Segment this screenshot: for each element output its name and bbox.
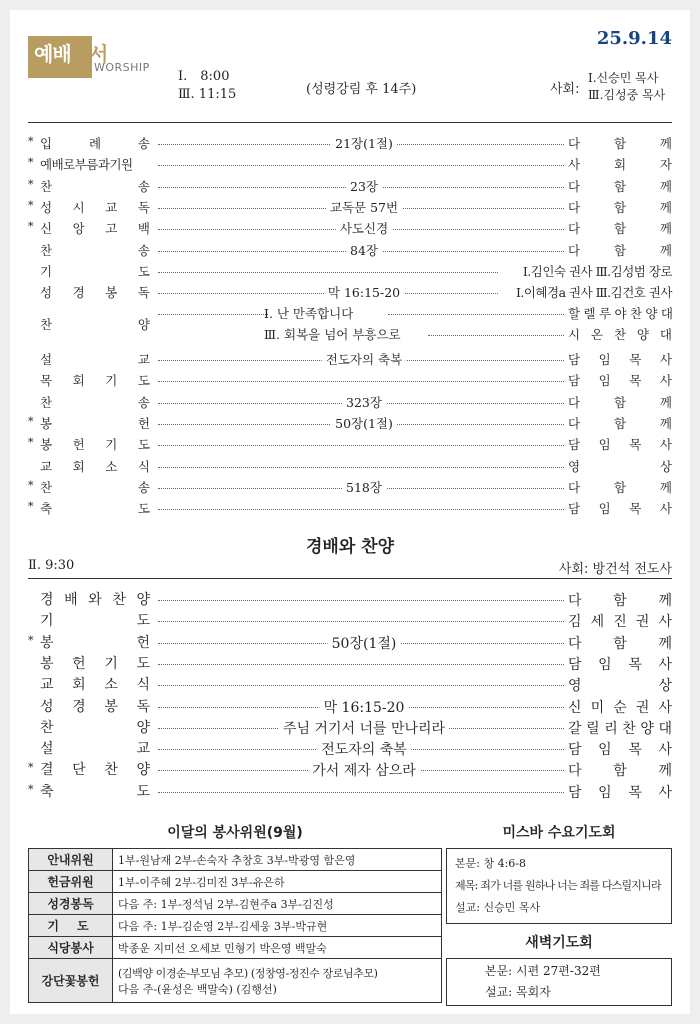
order-row-choir — [28, 302, 672, 346]
order-content: 323장 — [342, 393, 386, 411]
standing-mark: * — [28, 436, 34, 450]
order-leader: 다 함 께 — [568, 593, 672, 609]
host-label: 사회: — [550, 82, 580, 97]
choir-name-1: 할 렐 루 야 찬 양 대 — [568, 306, 672, 321]
dawn-preacher: 설교: 목회자 — [485, 985, 551, 999]
order-label: 교 회 소 식 — [40, 677, 150, 694]
order-content: 막 16:15-20 — [324, 283, 404, 301]
order-row — [28, 476, 672, 497]
order-label: 교 회 소 식 — [40, 458, 150, 474]
order-label: 봉 헌 기 도 — [40, 437, 150, 453]
choir-name-3: 시 온 찬 양 대 — [568, 327, 672, 342]
flower-offerings — [113, 959, 442, 1003]
volunteer-row — [29, 915, 442, 937]
leader-dots — [388, 314, 564, 315]
order-row — [28, 588, 672, 609]
volunteer-row — [29, 871, 442, 893]
order-row — [28, 369, 672, 390]
order-content: 교독문 57번 — [326, 198, 402, 216]
leader-dots — [158, 467, 564, 468]
leader-dots — [158, 314, 268, 315]
host-names — [588, 70, 665, 104]
volunteer-role: 식당봉사 — [29, 937, 113, 959]
order-row — [28, 217, 672, 238]
order-label: 예배로부름과기원 — [40, 157, 133, 173]
wednesday-text: 본문: 창 4:6-8 — [455, 857, 526, 870]
order-label: 결 단 찬 양 — [40, 762, 150, 779]
dawn-box — [446, 958, 672, 1006]
order-label: 찬 송 — [40, 394, 150, 410]
order-row — [28, 412, 672, 433]
order-label: 봉 헌 — [40, 634, 150, 651]
order-content: 50장(1절) — [328, 633, 401, 653]
order-label: 찬 송 — [40, 479, 150, 495]
leader-dots — [158, 445, 564, 446]
order-leader: 담 임 목 사 — [568, 373, 672, 389]
dawn-title: 새벽기도회 — [525, 935, 593, 951]
order-leader: 신 미 순 권 사 — [568, 699, 672, 716]
order-content: 전도자의 축복 — [317, 739, 411, 759]
order-label: 찬 양 — [40, 317, 150, 332]
order-row — [28, 239, 672, 260]
order-content: 가서 제자 삼으라 — [308, 760, 420, 780]
wednesday-title: 미스바 수요기도회 — [502, 825, 616, 841]
standing-mark: * — [28, 782, 34, 796]
order-row — [28, 695, 672, 716]
order-leader: 다 함 께 — [568, 199, 672, 215]
leader-dots — [158, 664, 564, 665]
order-row — [28, 260, 672, 281]
order-content: 주님 거기서 너를 만나리라 — [279, 718, 449, 738]
volunteer-names: 1부-이주혜 2부-김미진 3부-유은하 — [113, 871, 442, 893]
standing-mark: * — [28, 198, 34, 212]
choir-song-1: Ⅰ. 난 만족합니다 — [264, 306, 354, 321]
order-label: 축 도 — [40, 501, 150, 517]
flower-line-2: 다음 주-(윤성은 백말숙) (김행선) — [118, 982, 277, 996]
wednesday-subject: 제목: 죄가 너를 원하나 너는 죄를 다스릴지니라 — [455, 879, 661, 892]
order-leader: 갈 릴 리 찬 양 대 — [568, 720, 672, 737]
order-row — [28, 348, 672, 369]
season-note: (성령강림 후 14주) — [306, 82, 417, 97]
order-content: 21장(1절) — [331, 134, 397, 152]
volunteer-names: 박종운 지미선 오세보 민형기 박은영 백말숙 — [113, 937, 442, 959]
leader-dots — [158, 600, 564, 601]
order-leader: 다 함 께 — [568, 763, 672, 780]
volunteer-names: 1부-원남재 2부-손숙자 추창호 3부-박광영 함은영 — [113, 849, 442, 871]
order-row — [28, 716, 672, 737]
order-row — [28, 455, 672, 476]
order-leader: 담 임 목 사 — [568, 742, 672, 759]
order-leader: 담 임 목 사 — [568, 437, 672, 453]
standing-mark: * — [28, 220, 34, 234]
order-row — [28, 175, 672, 196]
order-leader: 다 함 께 — [568, 635, 672, 652]
order-leader: 담 임 목 사 — [568, 656, 672, 673]
volunteer-role: 헌금위원 — [29, 871, 113, 893]
choir-song-3: Ⅲ. 회복을 넘어 부흥으로 — [264, 327, 401, 342]
order-leader: 영 상 — [568, 678, 672, 695]
bulletin-sheet — [10, 10, 690, 1014]
volunteer-names: 다음 주: 1부-김순영 2부-김세웅 3부-박규현 — [113, 915, 442, 937]
order-row — [28, 391, 672, 412]
volunteer-row — [29, 849, 442, 871]
order-row — [28, 737, 672, 758]
order-label: 설 교 — [40, 741, 150, 758]
section2-rule — [28, 578, 672, 579]
order-content: 518장 — [342, 478, 386, 496]
leader-dots — [158, 381, 564, 382]
order-label: 축 도 — [40, 783, 150, 800]
service-time-3: Ⅲ. 11:15 — [178, 87, 237, 102]
order-leader: Ⅰ.이혜경a 권사 Ⅲ.김건호 권사 — [498, 283, 672, 301]
order-label: 성 경 봉 독 — [40, 698, 150, 715]
logo-korean: 예배순서 — [34, 42, 108, 66]
order-row — [28, 281, 672, 302]
host-1: Ⅰ.신승민 목사 — [588, 71, 659, 85]
standing-mark: * — [28, 177, 34, 191]
order-label: 찬 송 — [40, 242, 150, 258]
order-row — [28, 631, 672, 652]
order-label: 찬 양 — [40, 719, 150, 736]
order-label: 기 도 — [40, 263, 150, 279]
order-label: 성 시 교 독 — [40, 199, 150, 215]
service-times — [178, 68, 236, 104]
order-leader: 담 임 목 사 — [568, 784, 672, 801]
bulletin-date: 25.9.14 — [596, 28, 672, 49]
dawn-text: 본문: 시편 27편-32편 — [485, 964, 601, 978]
order-content: 50장(1절) — [331, 414, 397, 432]
volunteer-role: 기도 — [29, 915, 113, 937]
order-content: 사도신경 — [336, 219, 392, 237]
leader-dots — [158, 685, 564, 686]
volunteers-title: 이달의 봉사위원(9월) — [167, 825, 303, 841]
standing-mark: * — [28, 761, 34, 775]
order-row — [28, 652, 672, 673]
flower-line-1: (김백양 이경순-부모님 추모) (정창영-정진수 장로님추모) — [118, 966, 378, 980]
volunteer-row — [29, 937, 442, 959]
order-content: 84장 — [346, 241, 382, 259]
standing-mark: * — [28, 414, 34, 428]
order-row — [28, 196, 672, 217]
order-leader: 영 상 — [568, 458, 672, 474]
wednesday-box — [446, 848, 672, 924]
volunteer-names: 다음 주: 1부-정석님 2부-김현주a 3부-김진성 — [113, 893, 442, 915]
volunteer-role: 강단꽃봉헌 — [29, 959, 113, 1003]
order-row — [28, 758, 672, 779]
standing-mark: * — [28, 500, 34, 514]
leader-dots — [158, 792, 564, 793]
section2-time: Ⅱ. 9:30 — [28, 558, 75, 573]
order-label: 입 례 송 — [40, 136, 150, 151]
section2-title: 경배와 찬양 — [305, 537, 395, 557]
leader-dots — [158, 621, 564, 622]
order-label: 설 교 — [40, 352, 150, 367]
volunteer-role: 성경봉독 — [29, 893, 113, 915]
volunteer-row-flower — [29, 959, 442, 1003]
worship-logo — [28, 36, 160, 78]
wednesday-preacher: 설교: 신승민 목사 — [455, 901, 541, 914]
leader-dots — [158, 509, 564, 510]
standing-mark: * — [28, 478, 34, 492]
order-label: 봉 헌 기 도 — [40, 655, 150, 672]
order-leader: 다 함 께 — [568, 136, 672, 151]
order-leader: 다 함 께 — [568, 394, 672, 410]
order-leader: Ⅰ.김인숙 권사 Ⅲ.김성범 장로 — [498, 262, 672, 280]
order-label: 봉 헌 — [40, 415, 150, 431]
order-row — [28, 497, 672, 518]
order-leader: 다 함 께 — [568, 242, 672, 258]
order-row — [28, 433, 672, 454]
order-label: 목 회 기 도 — [40, 373, 150, 389]
order-row — [28, 609, 672, 630]
volunteer-row — [29, 893, 442, 915]
section2-host: 사회: 방건석 전도사 — [558, 562, 672, 577]
volunteer-role: 안내위원 — [29, 849, 113, 871]
order-row — [28, 132, 672, 153]
logo-english: WORSHIP — [94, 61, 150, 74]
leader-dots — [428, 335, 564, 336]
order-content: 23장 — [346, 177, 382, 195]
order-row — [28, 673, 672, 694]
service-time-1: Ⅰ. 8:00 — [178, 69, 230, 84]
order-row — [28, 780, 672, 801]
order-leader: 담 임 목 사 — [568, 352, 672, 367]
order-label: 경 배 와 찬 양 — [40, 592, 150, 608]
order-leader: 다 함 께 — [568, 221, 672, 237]
order-leader: 김 세 진 권 사 — [568, 614, 672, 631]
order-content: 막 16:15-20 — [320, 697, 409, 717]
volunteers-table — [28, 848, 442, 1003]
order-leader: 다 함 께 — [568, 178, 672, 194]
order-leader: 담 임 목 사 — [568, 501, 672, 517]
order-leader: 사 회 자 — [568, 157, 672, 173]
order-leader: 다 함 께 — [568, 415, 672, 431]
order-row — [28, 153, 672, 174]
order-label: 신 앙 고 백 — [40, 221, 150, 237]
order-content: 전도자의 축복 — [322, 350, 406, 368]
leader-dots — [158, 165, 564, 166]
host-3: Ⅲ.김성중 목사 — [588, 88, 666, 102]
standing-mark: * — [28, 135, 34, 148]
order-leader: 다 함 께 — [568, 479, 672, 495]
order-label: 찬 송 — [40, 178, 150, 194]
top-rule — [28, 122, 672, 123]
standing-mark: * — [28, 633, 34, 647]
order-label: 성 경 봉 독 — [40, 285, 150, 301]
standing-mark: * — [28, 156, 34, 170]
order-label: 기 도 — [40, 613, 150, 630]
